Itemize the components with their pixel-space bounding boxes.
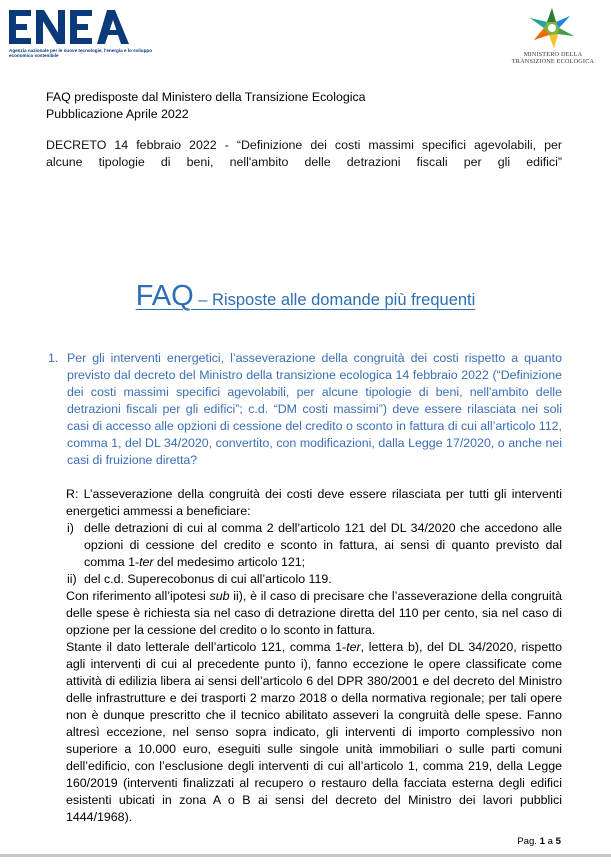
answer-paragraph (66, 588, 562, 639)
publication-date: Pubblicazione Aprile 2022 (46, 107, 189, 121)
faq-heading (0, 280, 611, 313)
list-marker: ii) (67, 572, 77, 586)
question-text: Per gli interventi energetici, l’asseverazione della congruità dei costi rispetto a quanto previsto dal decreto del Ministro della transizione ecologica 14 febbraio 2022 (“Definizione dei costi massimi specifici agevolabili, per alcune tipologie di beni, nell'ambito delle detrazioni fiscali per gli edifici”; c.d. “DM costi massimi”) deve essere rilasciata nei soli casi di accesso alle opzioni di cessione del credito o sconto in fattura di cui all’articolo 112, comma 1, del DL 34/2020, convertito, con modificazioni, dalla Legge 17/2020, o anche nei casi di fruizione diretta? (67, 351, 562, 467)
para3-text-b: , lettera b), del DL 34/2020, rispetto agli interventi di cui al precedente punto i), fanno eccezione le opere classificate come attività di edilizia libera ai sensi dell’articolo 6 del DPR 380/2001 e del decreto del Ministro delle infrastrutture e dei trasporti 2 marzo 2018 o della normativa regionale; per tali opere non è dunque prescritto che il tecnico abilitato asseveri la congruità delle spese. Fanno altresì eccezione, nel senso sopra indicato, gli interventi di importo complessivo non superiore a 10.000 euro, eseguiti sulle singole unità immobiliari o sulle parti comuni dell’edificio, con l’esclusione degli interventi di cui all’articolo 1, comma 219, della Legge 160/2019 (interventi finalizzati al recupero o restauro della facciata esterna degli edifici esistenti ubicati in zona A o B ai sensi del decreto del Ministro dei lavori pubblici 1444/1968). (66, 640, 562, 824)
list-marker: i) (67, 521, 74, 535)
page-current: 1 (539, 836, 545, 847)
answer-intro: R: L’asseverazione della congruità dei costi deve essere rilasciata per tutti gli interventi energetici ammessi a beneficiare: (66, 487, 562, 518)
item1-italic: ter (139, 555, 154, 569)
page-number (517, 836, 561, 847)
question-number: 1. (48, 351, 59, 365)
ministry-logo-line1: MINISTERO DELLA (523, 51, 583, 58)
ministry-logo-text (500, 51, 606, 65)
item1-text-a: delle detrazioni di cui al comma 2 dell’articolo 121 del DL 34/2020 che accedono alle opzioni di cessione del credito e sconto in fattura, ai sensi di quanto previsto dal comma 1- (84, 521, 562, 569)
para3-text-a: Stante il dato letterale dell’articolo 121, comma 1- (66, 640, 347, 654)
para2-text-b: ii), è il caso di precisare che l’asseverazione della congruità delle spese è richiesta sia nel caso di detrazione diretta del 110 per cento, sia nel caso di opzione per la cessione del credito o lo sconto in fattura. (66, 589, 562, 637)
para3-italic: ter (346, 640, 361, 654)
decree-reference (46, 137, 562, 171)
enea-wordmark-icon (9, 8, 129, 46)
para2-text-a: Con riferimento all’ipotesi (66, 589, 210, 603)
page-total: 5 (555, 836, 561, 847)
faq-heading-main: FAQ (135, 280, 194, 312)
para2-italic: sub (209, 589, 230, 603)
header-title: FAQ predisposte dal Ministero della Transizione Ecologica (46, 90, 366, 104)
ministry-logo-line2: TRANSIZIONE ECOLOGICA (511, 58, 595, 65)
page-separator: a (544, 836, 556, 847)
page-prefix: Pag. (517, 836, 540, 847)
answer-list-item (66, 571, 562, 588)
faq-heading-subtitle: – Risposte alle domande più frequenti (193, 291, 476, 309)
enea-logo (9, 8, 153, 66)
ministry-logo (500, 6, 610, 68)
faq-answer (66, 486, 562, 826)
answer-paragraph (66, 639, 562, 826)
decree-line1: DECRETO 14 febbraio 2022 - “Definizione dei costi massimi specifici agevolabili, per (46, 138, 562, 152)
decree-line2: alcune tipologie di beni, nell'ambito delle detrazioni fiscali per gli edifici” (46, 155, 562, 169)
item1-text-b: del medesimo articolo 121; (153, 555, 306, 569)
answer-list-item (66, 520, 562, 571)
item2-text: del c.d. Superecobonus di cui all’articolo 119. (84, 572, 332, 586)
footer-divider (0, 854, 611, 857)
ministry-emblem-icon (526, 6, 578, 50)
enea-subtitle: Agenzia nazionale per le nuove tecnologie, l'energia e lo sviluppo economico sostenibile (9, 48, 153, 59)
